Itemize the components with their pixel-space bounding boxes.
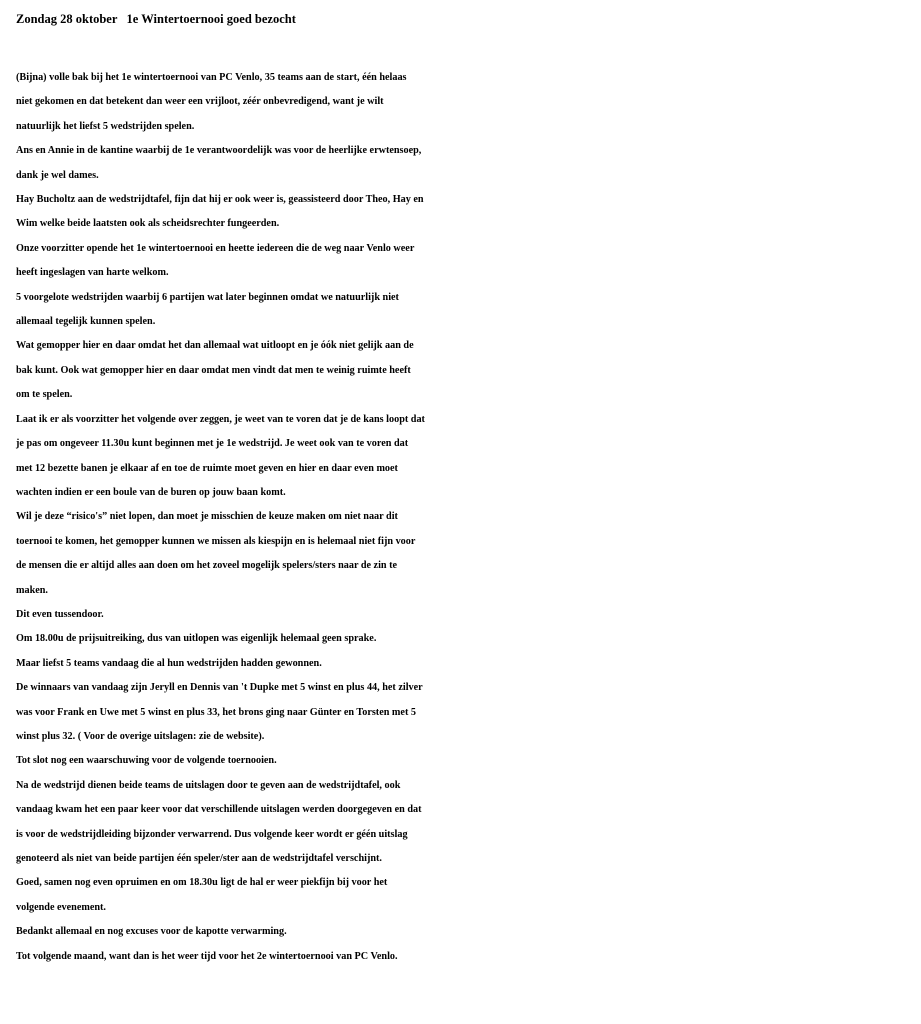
body-line: volgende evenement. [16,901,106,913]
article-body [16,66,906,969]
document-page [16,6,906,969]
body-line: Tot slot nog een waarschuwing voor de volgende toernooien. [16,755,277,767]
body-line: Wim welke beide laatsten ook als scheidsrechter fungeerden. [16,218,280,230]
body-line: niet gekomen en dat betekent dan weer een vrijloot, zéér onbevredigend, want je wilt [16,96,384,108]
body-line: met 12 bezette banen je elkaar af en toe de ruimte moet geven en hier en daar even moet [16,462,398,474]
body-line: vandaag kwam het een paar keer voor dat verschillende uitslagen werden doorgegeven en dat [16,804,422,816]
body-line: Maar liefst 5 teams vandaag die al hun wedstrijden hadden gewonnen. [16,657,322,669]
body-line: was voor Frank en Uwe met 5 winst en plus 33, het brons ging naar Günter en Torsten met 5 [16,706,416,718]
body-line: De winnaars van vandaag zijn Jeryll en Dennis van 't Dupke met 5 winst en plus 44, het zilver [16,682,423,694]
body-line: 5 voorgelote wedstrijden waarbij 6 partijen wat later beginnen omdat we natuurlijk niet [16,291,399,303]
body-line: Om 18.00u de prijsuitreiking, dus van uitlopen was eigenlijk helemaal geen sprake. [16,633,377,645]
body-line: Na de wedstrijd dienen beide teams de uitslagen door te geven aan de wedstrijdtafel, ook [16,779,401,791]
body-line: Dit even tussendoor. [16,608,104,620]
body-line: is voor de wedstrijdleiding bijzonder verwarrend. Dus volgende keer wordt er géén uitslag [16,828,408,840]
body-line: Wat gemopper hier en daar omdat het dan allemaal wat uitloopt en je óók niet gelijk aan de [16,340,414,352]
body-line: Onze voorzitter opende het 1e wintertoernooi en heette iedereen die de weg naar Venlo weer [16,242,415,254]
body-line: toernooi te komen, het gemopper kunnen we missen als kiespijn en is helemaal niet fijn voor [16,535,416,547]
body-line: winst plus 32. ( Voor de overige uitslagen: zie de website). [16,730,265,742]
page-title: Zondag 28 oktober 1e Wintertoernooi goed bezocht [16,12,296,26]
body-line: Ans en Annie in de kantine waarbij de 1e verantwoordelijk was voor de heerlijke erwtensoep, [16,145,422,157]
body-line: de mensen die er altijd alles aan doen om het zoveel mogelijk spelers/sters naar de zin te [16,560,398,572]
body-line: Tot volgende maand, want dan is het weer tijd voor het 2e wintertoernooi van PC Venlo. [16,950,398,962]
body-line: Bedankt allemaal en nog excuses voor de kapotte verwarming. [16,926,287,938]
body-line: wachten indien er een boule van de buren op jouw baan komt. [16,486,286,498]
body-line: je pas om ongeveer 11.30u kunt beginnen met je 1e wedstrijd. Je weet ook van te voren dat [16,438,409,450]
body-line: Goed, samen nog even opruimen en om 18.30u ligt de hal er weer piekfijn bij voor het [16,877,388,889]
body-line: Wil je deze “risico's” niet lopen, dan moet je misschien de keuze maken om niet naar dit [16,511,398,523]
body-line: heeft ingeslagen van harte welkom. [16,267,169,279]
body-line: (Bijna) volle bak bij het 1e wintertoernooi van PC Venlo, 35 teams aan de start, één helaas [16,72,407,83]
body-line: allemaal tegelijk kunnen spelen. [16,316,156,328]
body-line: Laat ik er als voorzitter het volgende over zeggen, je weet van te voren dat je de kans loopt dat [16,413,425,425]
body-line: Hay Bucholtz aan de wedstrijdtafel, fijn dat hij er ook weer is, geassisteerd door Theo, Hay en [16,194,424,206]
body-line: natuurlijk het liefst 5 wedstrijden spelen. [16,120,195,132]
body-line: genoteerd als niet van beide partijen één speler/ster aan de wedstrijdtafel verschijnt. [16,853,382,864]
body-line: om te spelen. [16,389,73,401]
body-line: dank je wel dames. [16,169,99,181]
body-line: maken. [16,584,48,596]
body-line: bak kunt. Ook wat gemopper hier en daar omdat men vindt dat men te weinig ruimte heeft [16,364,411,376]
